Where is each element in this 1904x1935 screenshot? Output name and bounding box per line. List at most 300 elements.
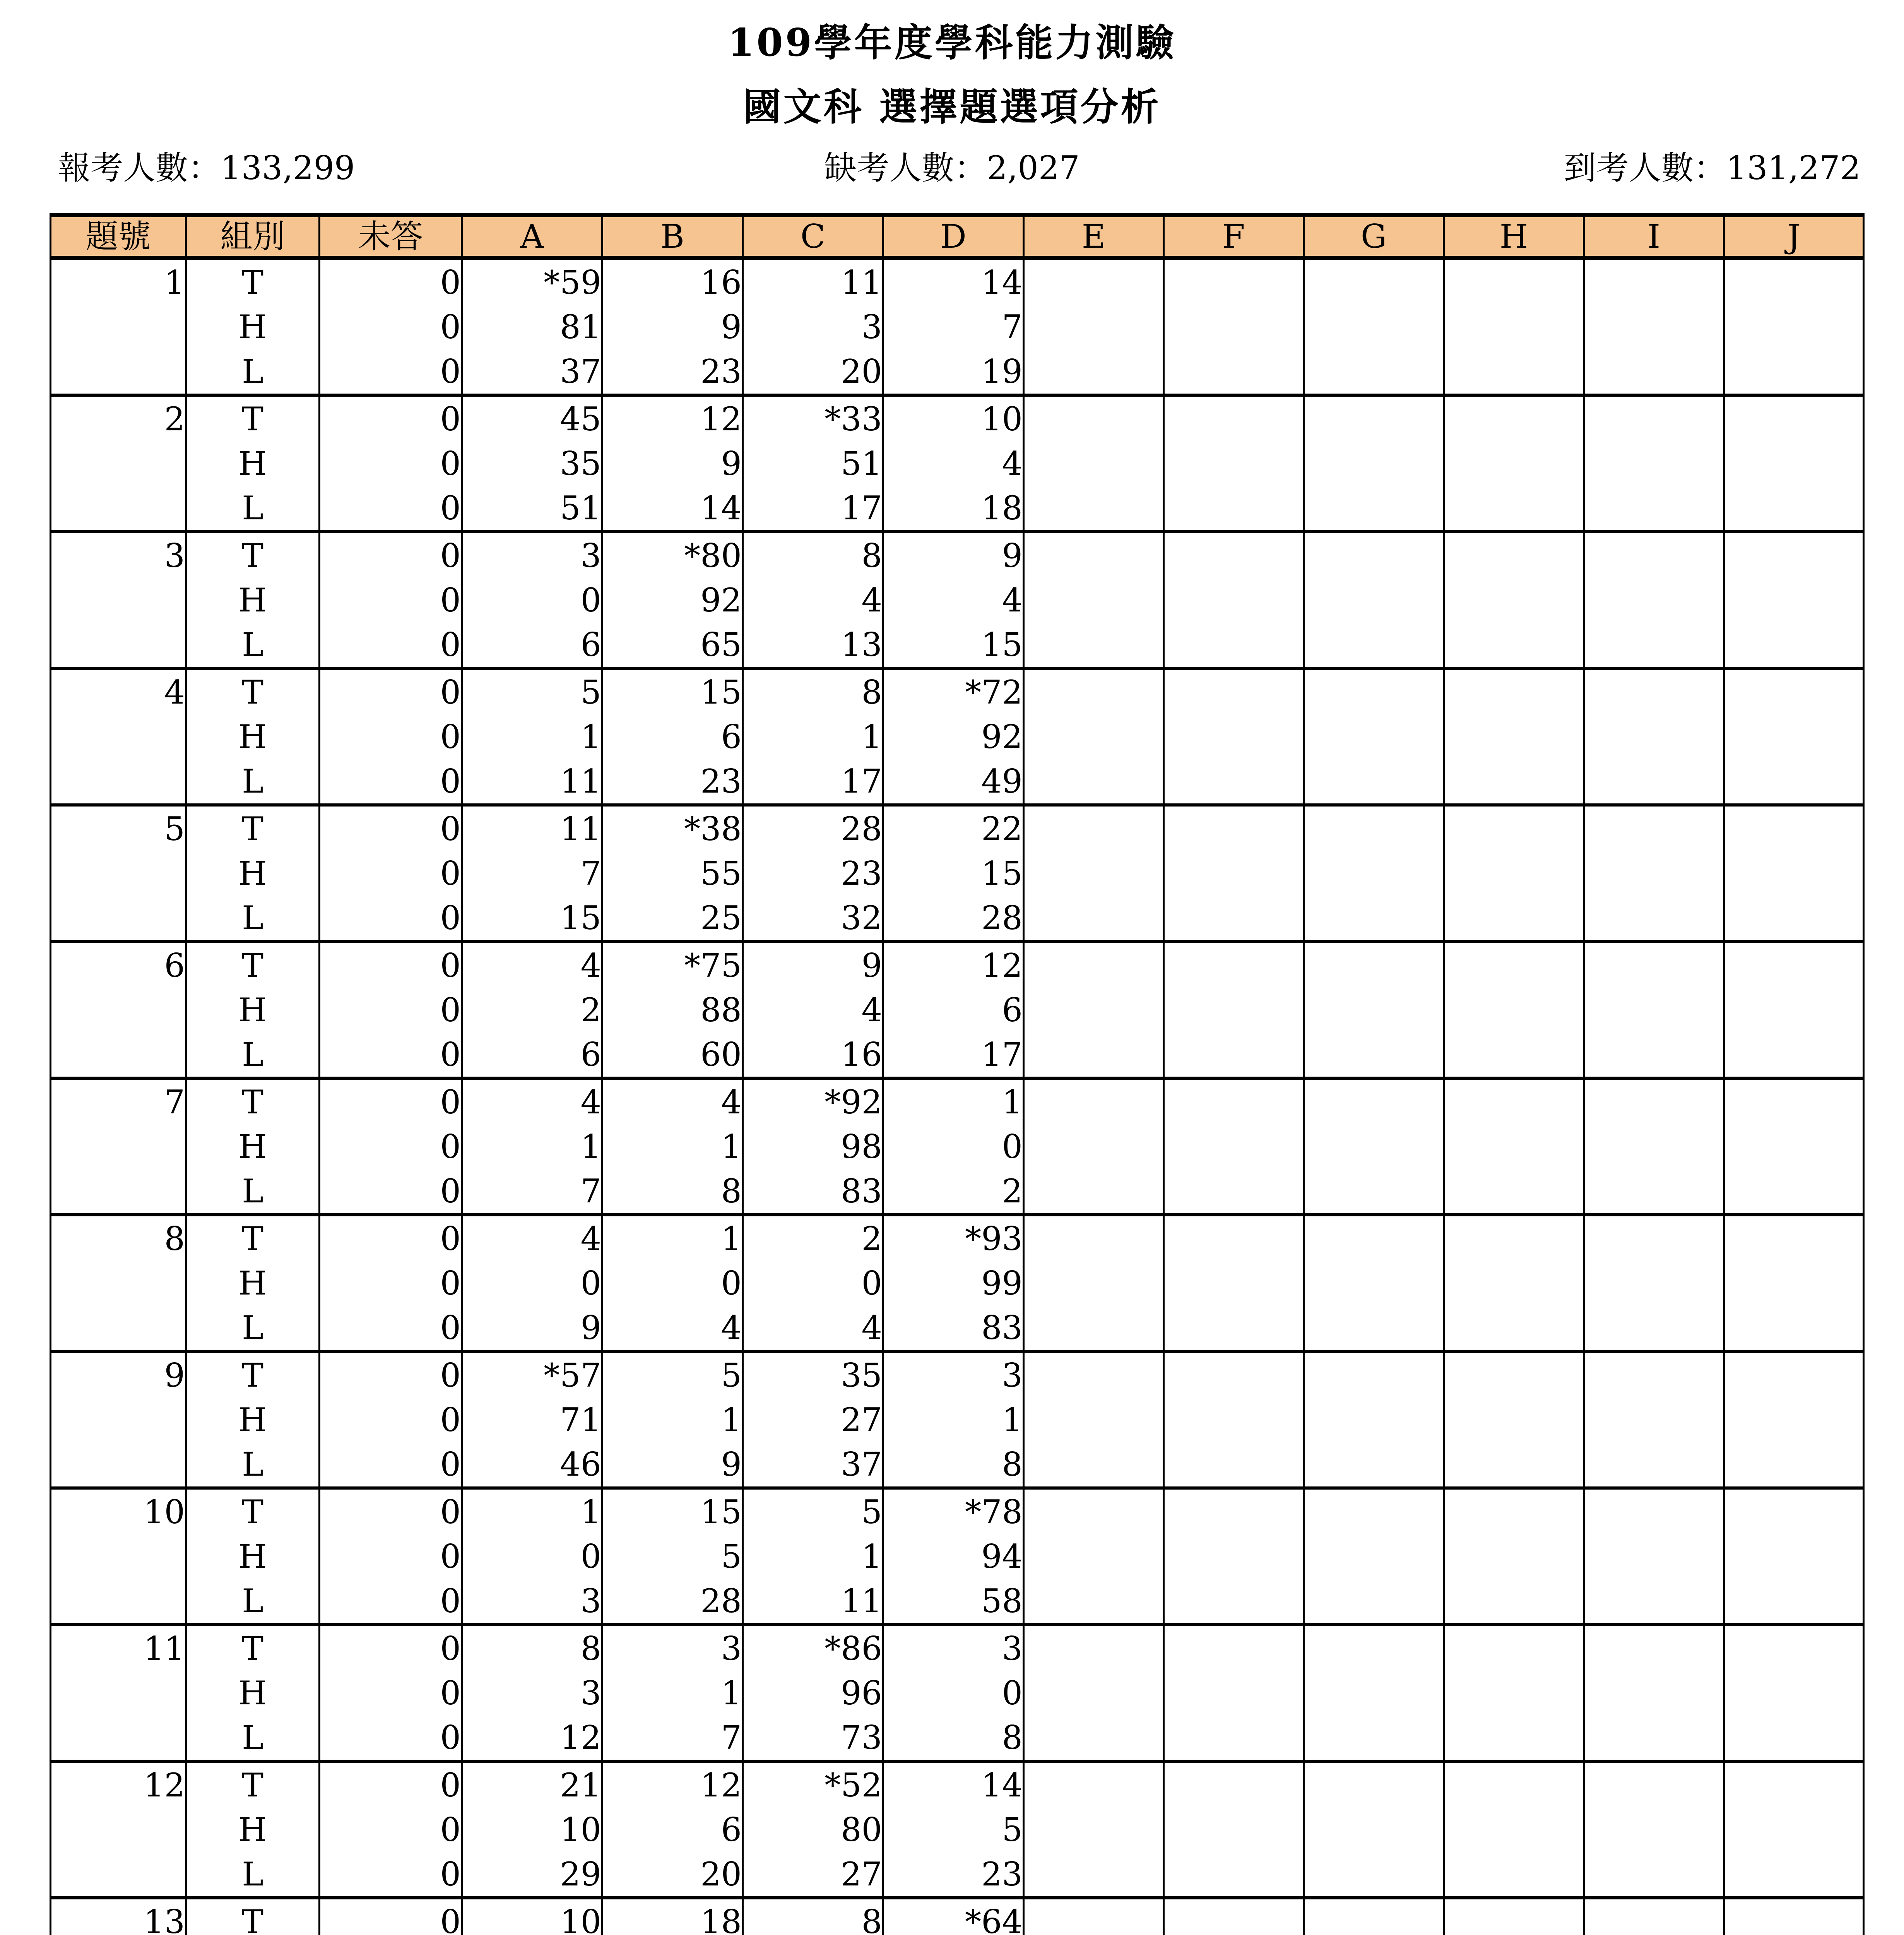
table-row [51, 851, 1864, 896]
option-c-value: 35 [743, 1351, 883, 1397]
option-a-value: 5 [462, 668, 602, 714]
option-d-value: 18 [883, 486, 1024, 532]
question-number [51, 1305, 186, 1351]
empty-cell [1164, 1625, 1304, 1671]
option-c-value: 37 [743, 1442, 883, 1488]
question-number [51, 578, 186, 622]
question-number [51, 1032, 186, 1078]
empty-cell [1444, 1305, 1584, 1351]
option-a-value: 3 [462, 1579, 602, 1625]
empty-cell [1304, 532, 1444, 578]
empty-cell [1584, 1625, 1724, 1671]
empty-cell [1024, 1715, 1164, 1761]
empty-cell [1584, 1852, 1724, 1898]
empty-cell [1024, 1351, 1164, 1397]
option-d-value: 28 [883, 896, 1024, 942]
empty-cell [1584, 578, 1724, 622]
empty-cell [1444, 896, 1584, 942]
empty-cell [1164, 759, 1304, 805]
empty-cell [1304, 759, 1444, 805]
unanswered-value: 0 [320, 1488, 462, 1534]
empty-cell [1164, 1898, 1304, 1935]
group-label: H [186, 1261, 320, 1305]
empty-cell [1444, 578, 1584, 622]
empty-cell [1164, 988, 1304, 1032]
unanswered-value: 0 [320, 1761, 462, 1807]
option-b-value: 4 [602, 1078, 743, 1124]
empty-cell [1024, 896, 1164, 942]
empty-cell [1444, 1078, 1584, 1124]
empty-cell [1584, 851, 1724, 896]
unanswered-value: 0 [320, 1078, 462, 1124]
question-number [51, 1579, 186, 1625]
option-c-value: *86 [743, 1625, 883, 1671]
group-label: L [186, 622, 320, 668]
option-a-value: 81 [462, 305, 602, 349]
empty-cell [1164, 896, 1304, 942]
option-d-value: 14 [883, 1761, 1024, 1807]
unanswered-value: 0 [320, 1534, 462, 1579]
option-d-value: 9 [883, 532, 1024, 578]
column-header-question: 題號 [51, 215, 186, 258]
empty-cell [1164, 441, 1304, 486]
question-number: 10 [51, 1488, 186, 1534]
question-number [51, 1534, 186, 1579]
option-b-value: 1 [602, 1397, 743, 1442]
empty-cell [1724, 759, 1864, 805]
question-number [51, 1807, 186, 1852]
column-header-c: C [743, 215, 883, 258]
question-number [51, 1397, 186, 1442]
empty-cell [1164, 1852, 1304, 1898]
option-b-value: 12 [602, 1761, 743, 1807]
column-header-e: E [1024, 215, 1164, 258]
table-row [51, 714, 1864, 759]
unanswered-value: 0 [320, 1898, 462, 1935]
question-number: 12 [51, 1761, 186, 1807]
empty-cell [1444, 441, 1584, 486]
option-c-value: 8 [743, 532, 883, 578]
empty-cell [1304, 1215, 1444, 1261]
option-b-value: 9 [602, 441, 743, 486]
option-b-value: 15 [602, 1488, 743, 1534]
option-b-value: 16 [602, 258, 743, 305]
empty-cell [1724, 1807, 1864, 1852]
option-a-value: 6 [462, 1032, 602, 1078]
table-row [51, 1078, 1864, 1124]
empty-cell [1164, 349, 1304, 395]
empty-cell [1164, 1715, 1304, 1761]
option-a-value: 3 [462, 532, 602, 578]
option-c-value: 9 [743, 942, 883, 988]
empty-cell [1304, 988, 1444, 1032]
option-d-value: 23 [883, 1852, 1024, 1898]
option-c-value: 20 [743, 349, 883, 395]
empty-cell [1444, 1534, 1584, 1579]
option-c-value: 80 [743, 1807, 883, 1852]
empty-cell [1444, 1671, 1584, 1715]
option-d-value: 22 [883, 805, 1024, 851]
empty-cell [1444, 258, 1584, 305]
empty-cell [1444, 1442, 1584, 1488]
option-d-value: *93 [883, 1215, 1024, 1261]
unanswered-value: 0 [320, 622, 462, 668]
empty-cell [1024, 1169, 1164, 1215]
empty-cell [1304, 1397, 1444, 1442]
option-a-value: 15 [462, 896, 602, 942]
unanswered-value: 0 [320, 395, 462, 441]
unanswered-value: 0 [320, 1852, 462, 1898]
empty-cell [1584, 1715, 1724, 1761]
empty-cell [1304, 1078, 1444, 1124]
table-row [51, 896, 1864, 942]
option-c-value: 17 [743, 759, 883, 805]
option-b-value: 1 [602, 1124, 743, 1169]
option-d-value: 4 [883, 441, 1024, 486]
option-a-value: 35 [462, 441, 602, 486]
empty-cell [1024, 1579, 1164, 1625]
empty-cell [1724, 714, 1864, 759]
option-a-value: 4 [462, 1078, 602, 1124]
group-label: T [186, 668, 320, 714]
unanswered-value: 0 [320, 1715, 462, 1761]
table-row [51, 305, 1864, 349]
empty-cell [1164, 532, 1304, 578]
option-d-value: 49 [883, 759, 1024, 805]
empty-cell [1304, 896, 1444, 942]
empty-cell [1164, 395, 1304, 441]
empty-cell [1164, 1032, 1304, 1078]
option-a-value: 10 [462, 1898, 602, 1935]
empty-cell [1444, 1124, 1584, 1169]
empty-cell [1444, 1488, 1584, 1534]
empty-cell [1584, 486, 1724, 532]
option-b-value: 3 [602, 1625, 743, 1671]
option-c-value: 73 [743, 1715, 883, 1761]
question-number: 7 [51, 1078, 186, 1124]
empty-cell [1164, 942, 1304, 988]
unanswered-value: 0 [320, 1625, 462, 1671]
option-b-value: 5 [602, 1534, 743, 1579]
option-c-value: *92 [743, 1078, 883, 1124]
empty-cell [1024, 258, 1164, 305]
empty-cell [1584, 349, 1724, 395]
group-label: L [186, 1305, 320, 1351]
question-number [51, 851, 186, 896]
empty-cell [1724, 1488, 1864, 1534]
empty-cell [1584, 1761, 1724, 1807]
empty-cell [1584, 305, 1724, 349]
absent-count: 缺考人數：2,027 [824, 149, 1080, 187]
question-number [51, 305, 186, 349]
option-a-value: 11 [462, 759, 602, 805]
column-header-d: D [883, 215, 1024, 258]
group-label: L [186, 1715, 320, 1761]
table-row [51, 1442, 1864, 1488]
option-a-value: 45 [462, 395, 602, 441]
option-c-value: *33 [743, 395, 883, 441]
empty-cell [1584, 1579, 1724, 1625]
empty-cell [1584, 1215, 1724, 1261]
column-header-g: G [1304, 215, 1444, 258]
option-a-value: 8 [462, 1625, 602, 1671]
empty-cell [1724, 622, 1864, 668]
unanswered-value: 0 [320, 349, 462, 395]
option-a-value: 4 [462, 1215, 602, 1261]
empty-cell [1164, 1169, 1304, 1215]
empty-cell [1024, 532, 1164, 578]
report-title: 109學年度學科能力測驗 [728, 21, 1176, 65]
option-b-value: 23 [602, 349, 743, 395]
question-number: 3 [51, 532, 186, 578]
option-b-value: 14 [602, 486, 743, 532]
option-c-value: 1 [743, 714, 883, 759]
empty-cell [1164, 1761, 1304, 1807]
empty-cell [1444, 305, 1584, 349]
empty-cell [1584, 1807, 1724, 1852]
option-d-value: 15 [883, 622, 1024, 668]
option-b-value: 12 [602, 395, 743, 441]
group-label: T [186, 805, 320, 851]
question-number [51, 486, 186, 532]
empty-cell [1444, 532, 1584, 578]
group-label: L [186, 896, 320, 942]
group-label: H [186, 1671, 320, 1715]
empty-cell [1304, 1807, 1444, 1852]
empty-cell [1024, 1032, 1164, 1078]
empty-cell [1024, 1261, 1164, 1305]
empty-cell [1724, 1032, 1864, 1078]
empty-cell [1024, 1534, 1164, 1579]
group-label: T [186, 1215, 320, 1261]
empty-cell [1724, 1351, 1864, 1397]
empty-cell [1444, 1852, 1584, 1898]
empty-cell [1024, 1397, 1164, 1442]
table-row [51, 441, 1864, 486]
empty-cell [1724, 1671, 1864, 1715]
empty-cell [1304, 714, 1444, 759]
empty-cell [1444, 395, 1584, 441]
empty-cell [1164, 1124, 1304, 1169]
option-a-value: 11 [462, 805, 602, 851]
column-header-unanswered: 未答 [320, 215, 462, 258]
group-label: T [186, 532, 320, 578]
empty-cell [1164, 1078, 1304, 1124]
option-b-value: 15 [602, 668, 743, 714]
question-number: 1 [51, 258, 186, 305]
option-b-value: 4 [602, 1305, 743, 1351]
unanswered-value: 0 [320, 1397, 462, 1442]
empty-cell [1164, 1671, 1304, 1715]
empty-cell [1304, 258, 1444, 305]
empty-cell [1584, 1351, 1724, 1397]
empty-cell [1164, 1261, 1304, 1305]
empty-cell [1164, 805, 1304, 851]
unanswered-value: 0 [320, 1807, 462, 1852]
empty-cell [1024, 942, 1164, 988]
table-row [51, 1169, 1864, 1215]
empty-cell [1304, 1671, 1444, 1715]
question-number [51, 714, 186, 759]
table-row [51, 1124, 1864, 1169]
option-a-value: 71 [462, 1397, 602, 1442]
empty-cell [1584, 988, 1724, 1032]
group-label: T [186, 1625, 320, 1671]
empty-cell [1304, 349, 1444, 395]
empty-cell [1164, 714, 1304, 759]
empty-cell [1304, 622, 1444, 668]
group-label: L [186, 486, 320, 532]
option-d-value: 0 [883, 1124, 1024, 1169]
empty-cell [1584, 668, 1724, 714]
table-row [51, 1807, 1864, 1852]
option-d-value: *64 [883, 1898, 1024, 1935]
option-b-value: 23 [602, 759, 743, 805]
group-label: T [186, 1761, 320, 1807]
option-a-value: *57 [462, 1351, 602, 1397]
empty-cell [1024, 1305, 1164, 1351]
empty-cell [1724, 1579, 1864, 1625]
group-label: L [186, 349, 320, 395]
table-row [51, 759, 1864, 805]
table-row [51, 1032, 1864, 1078]
option-c-value: 83 [743, 1169, 883, 1215]
empty-cell [1304, 578, 1444, 622]
option-b-value: 65 [602, 622, 743, 668]
empty-cell [1584, 759, 1724, 805]
empty-cell [1724, 1261, 1864, 1305]
empty-cell [1724, 1898, 1864, 1935]
option-d-value: 3 [883, 1351, 1024, 1397]
empty-cell [1024, 1488, 1164, 1534]
empty-cell [1444, 805, 1584, 851]
option-d-value: 58 [883, 1579, 1024, 1625]
option-d-value: *78 [883, 1488, 1024, 1534]
empty-cell [1584, 942, 1724, 988]
empty-cell [1444, 349, 1584, 395]
empty-cell [1724, 668, 1864, 714]
empty-cell [1304, 1305, 1444, 1351]
empty-cell [1024, 1671, 1164, 1715]
unanswered-value: 0 [320, 988, 462, 1032]
unanswered-value: 0 [320, 258, 462, 305]
question-number [51, 349, 186, 395]
question-number: 6 [51, 942, 186, 988]
table-row [51, 395, 1864, 441]
empty-cell [1024, 1442, 1164, 1488]
question-number: 5 [51, 805, 186, 851]
empty-cell [1584, 1534, 1724, 1579]
empty-cell [1304, 305, 1444, 349]
empty-cell [1024, 305, 1164, 349]
option-d-value: 14 [883, 258, 1024, 305]
option-a-value: 6 [462, 622, 602, 668]
empty-cell [1444, 1261, 1584, 1305]
group-label: T [186, 1898, 320, 1935]
group-label: L [186, 1032, 320, 1078]
option-a-value: 4 [462, 942, 602, 988]
option-b-value: 5 [602, 1351, 743, 1397]
option-d-value: 0 [883, 1671, 1024, 1715]
empty-cell [1304, 441, 1444, 486]
empty-cell [1304, 1124, 1444, 1169]
table-row [51, 1261, 1864, 1305]
empty-cell [1304, 668, 1444, 714]
option-c-value: 32 [743, 896, 883, 942]
empty-cell [1304, 1761, 1444, 1807]
empty-cell [1024, 988, 1164, 1032]
option-d-value: 15 [883, 851, 1024, 896]
unanswered-value: 0 [320, 896, 462, 942]
option-a-value: 21 [462, 1761, 602, 1807]
table-row [51, 622, 1864, 668]
question-number [51, 1169, 186, 1215]
empty-cell [1164, 258, 1304, 305]
empty-cell [1444, 851, 1584, 896]
column-header-i: I [1584, 215, 1724, 258]
option-c-value: 2 [743, 1215, 883, 1261]
empty-cell [1164, 1215, 1304, 1261]
empty-cell [1724, 305, 1864, 349]
empty-cell [1724, 896, 1864, 942]
option-c-value: 11 [743, 258, 883, 305]
table-row [51, 1898, 1864, 1935]
unanswered-value: 0 [320, 532, 462, 578]
empty-cell [1164, 578, 1304, 622]
unanswered-value: 0 [320, 851, 462, 896]
table-row [51, 532, 1864, 578]
option-c-value: 0 [743, 1261, 883, 1305]
option-b-value: 20 [602, 1852, 743, 1898]
table-header-row [51, 215, 1864, 258]
empty-cell [1724, 1169, 1864, 1215]
empty-cell [1724, 1124, 1864, 1169]
option-d-value: 2 [883, 1169, 1024, 1215]
option-c-value: 8 [743, 1898, 883, 1935]
column-header-f: F [1164, 215, 1304, 258]
empty-cell [1024, 851, 1164, 896]
option-c-value: 5 [743, 1488, 883, 1534]
column-header-h: H [1444, 215, 1584, 258]
empty-cell [1444, 988, 1584, 1032]
option-d-value: 8 [883, 1715, 1024, 1761]
empty-cell [1024, 1898, 1164, 1935]
empty-cell [1724, 486, 1864, 532]
group-label: L [186, 759, 320, 805]
empty-cell [1304, 1169, 1444, 1215]
empty-cell [1304, 942, 1444, 988]
empty-cell [1584, 1169, 1724, 1215]
table-row [51, 1351, 1864, 1397]
table-row [51, 1397, 1864, 1442]
group-label: T [186, 942, 320, 988]
group-label: H [186, 1807, 320, 1852]
option-c-value: 96 [743, 1671, 883, 1715]
option-c-value: 27 [743, 1852, 883, 1898]
unanswered-value: 0 [320, 805, 462, 851]
empty-cell [1584, 1261, 1724, 1305]
empty-cell [1164, 1488, 1304, 1534]
group-label: T [186, 258, 320, 305]
group-label: H [186, 1397, 320, 1442]
table-row [51, 942, 1864, 988]
empty-cell [1444, 1625, 1584, 1671]
empty-cell [1584, 258, 1724, 305]
registered-count: 報考人數：133,299 [58, 149, 355, 187]
empty-cell [1724, 1534, 1864, 1579]
empty-cell [1724, 349, 1864, 395]
table-row [51, 1305, 1864, 1351]
